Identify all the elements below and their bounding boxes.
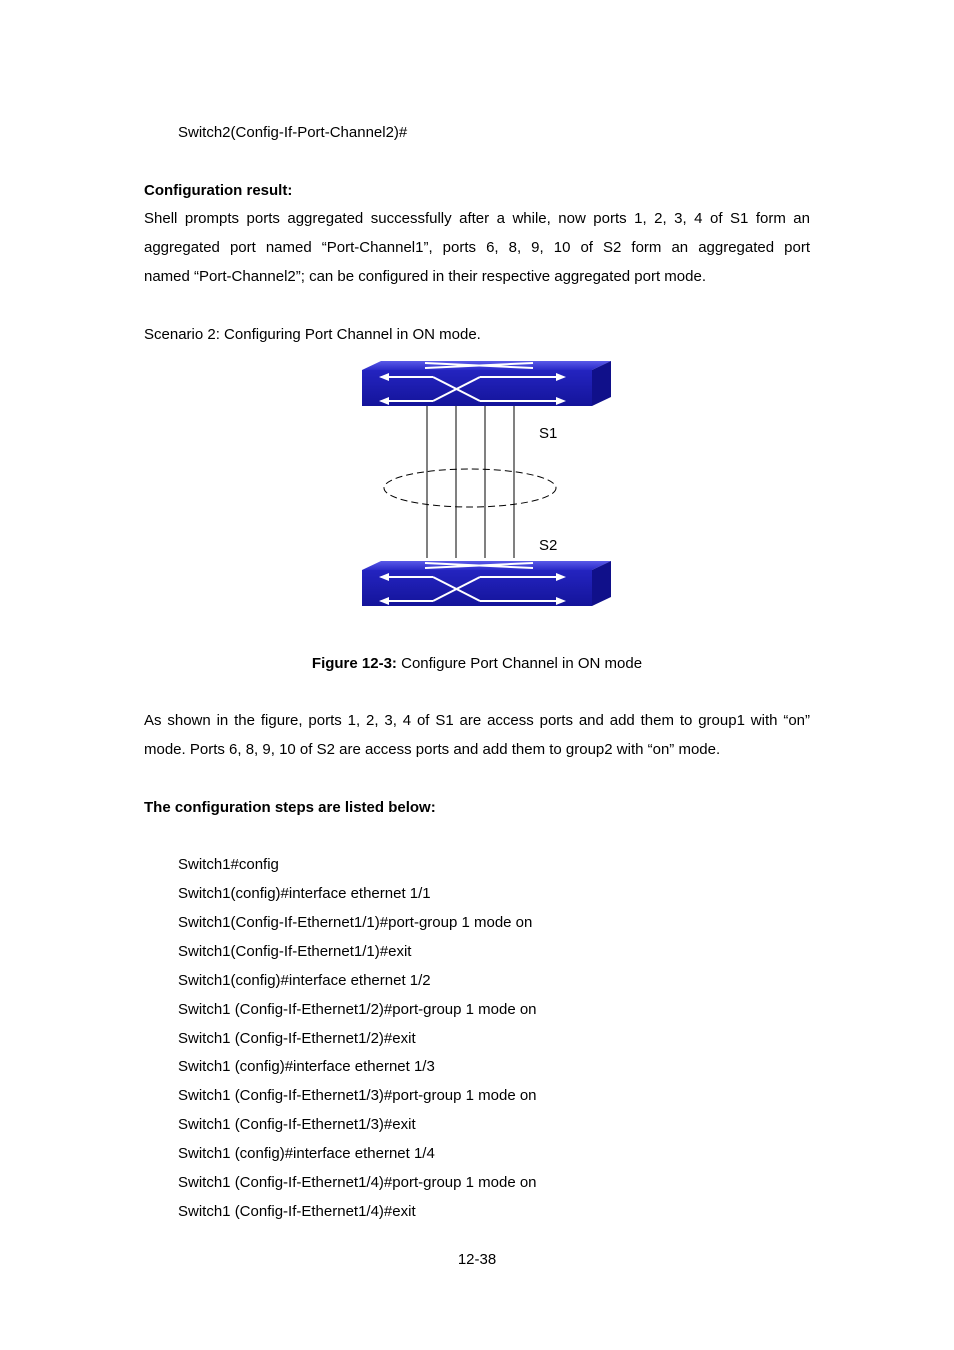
label-s2: S2 [539, 537, 558, 554]
port-channel-diagram [355, 356, 617, 612]
command-line: Switch1 (Config-If-Ethernet1/4)#port-group 1 mode on [178, 1174, 537, 1191]
label-s1: S1 [539, 425, 558, 442]
command-line: Switch1 (config)#interface ethernet 1/3 [178, 1058, 435, 1075]
top-command: Switch2(Config-If-Port-Channel2)# [178, 124, 408, 141]
result-heading: Configuration result: [144, 182, 293, 199]
command-line: Switch1#config [178, 856, 279, 873]
command-line: Switch1 (config)#interface ethernet 1/4 [178, 1145, 435, 1162]
description-line-2: mode. Ports 6, 8, 9, 10 of S2 are access ports and add them to group2 with “on” mode. [144, 741, 721, 758]
figure-caption-text: Configure Port Channel in ON mode [396, 655, 643, 672]
aggregation-ellipse [384, 469, 556, 507]
command-line: Switch1 (Config-If-Ethernet1/3)#exit [178, 1116, 416, 1133]
steps-heading: The configuration steps are listed below: [144, 799, 436, 816]
page-number: 12-38 [457, 1251, 497, 1268]
link-lines [427, 406, 514, 558]
figure-caption-label: Figure 12-3: [311, 655, 397, 672]
command-line: Switch1(Config-If-Ethernet1/1)#port-group 1 mode on [178, 914, 533, 931]
command-line: Switch1(config)#interface ethernet 1/1 [178, 885, 431, 902]
command-line: Switch1 (Config-If-Ethernet1/4)#exit [178, 1203, 416, 1220]
command-line: Switch1(config)#interface ethernet 1/2 [178, 972, 431, 989]
figure-caption [0, 655, 954, 673]
command-line: Switch1 (Config-If-Ethernet1/2)#port-group 1 mode on [178, 1001, 537, 1018]
scenario-title: Scenario 2: Configuring Port Channel in ON mode. [144, 326, 481, 343]
result-line-2: aggregated port named “Port-Channel1”, ports 6, 8, 9, 10 of S2 form an aggregated port [144, 239, 810, 256]
description-line-1: As shown in the figure, ports 1, 2, 3, 4 of S1 are access ports and add them to group1 with “on” [144, 712, 810, 729]
switch-s1-icon [362, 361, 611, 406]
result-line-3: named “Port-Channel2”; can be configured in their respective aggregated port mode. [144, 268, 706, 285]
command-line: Switch1(Config-If-Ethernet1/1)#exit [178, 943, 412, 960]
command-line: Switch1 (Config-If-Ethernet1/2)#exit [178, 1030, 416, 1047]
command-line: Switch1 (Config-If-Ethernet1/3)#port-group 1 mode on [178, 1087, 537, 1104]
switch-s2-icon [362, 561, 611, 606]
result-line-1: Shell prompts ports aggregated successfully after a while, now ports 1, 2, 3, 4 of S1 form an [144, 210, 810, 227]
